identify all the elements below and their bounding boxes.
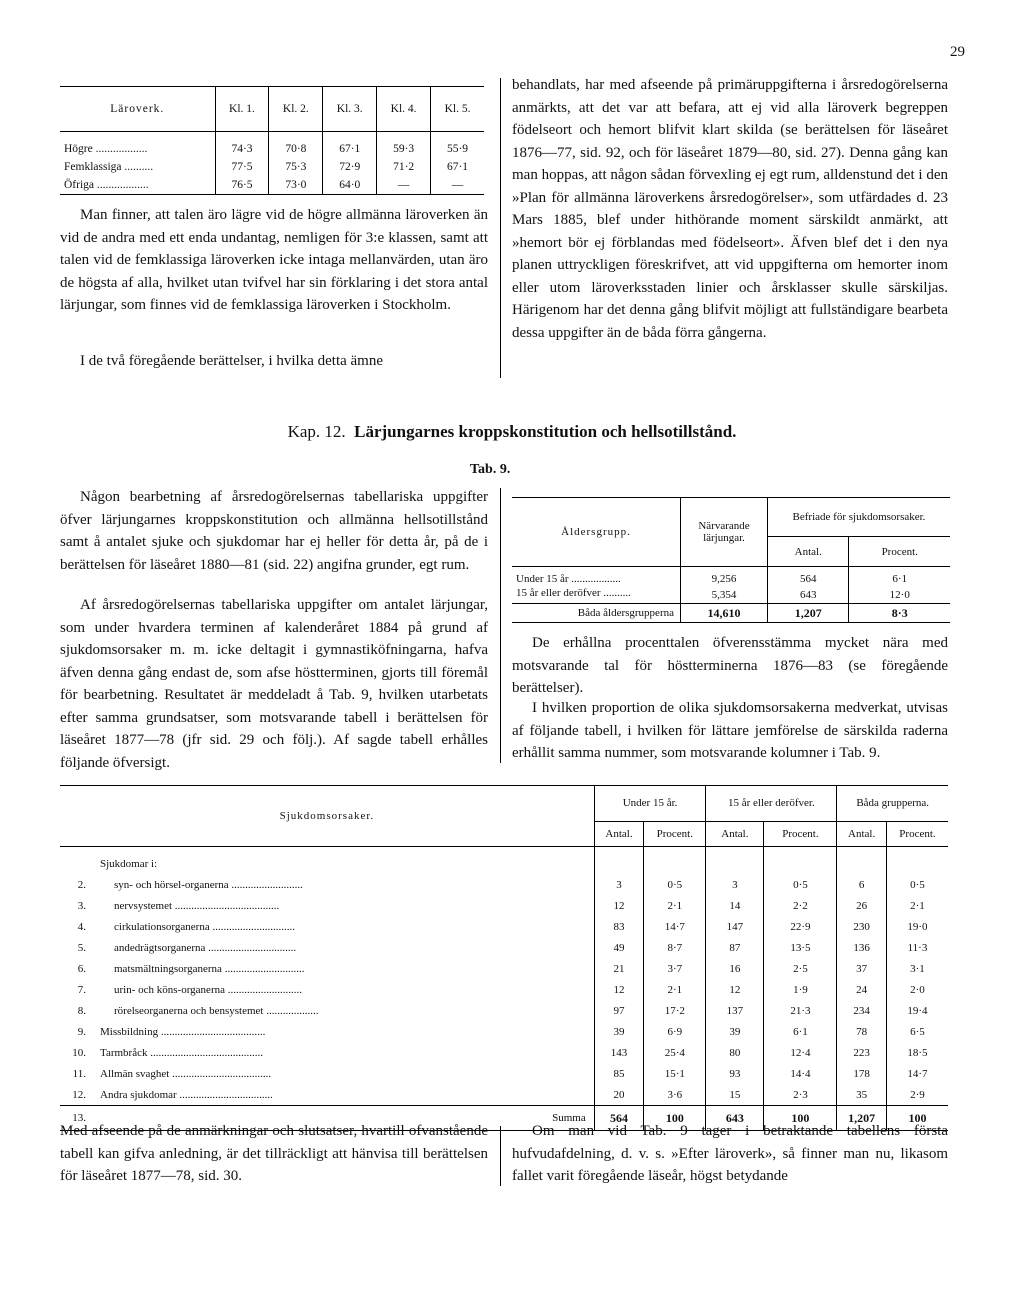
table-row — [512, 567, 950, 587]
t3-cell: 39 — [706, 1021, 764, 1042]
t1-cell: 75·3 — [269, 158, 323, 176]
t3-row-number: 13. — [60, 1106, 90, 1131]
paragraph-left-top-1: Man finner, att talen äro lägre vid de högre allmänna läroverken än vid de andra med ett enda undantag, nemligen för 3:e klassen, samt att talen vid de femklassiga läroverken icke intaga mellanvärden, utan äro de högsta af alla, hvilket utan tvifvel har sin förklaring i det stora antal lärjungar, som finnes vid de femklassiga läroverken i Stockholm. — [60, 207, 488, 313]
t3-cell: 0·5 — [764, 874, 837, 895]
t1-cell: 71·2 — [377, 158, 431, 176]
t2-cell: 5,354 — [681, 586, 768, 604]
paragraph-right-mid-1: De erhållna procenttalen öfverensstämma mycket nära med motsvarande tal för höstterminerna 1876—83 (se föregående berättelser). — [512, 635, 948, 696]
t3-cell: 2·3 — [764, 1084, 837, 1106]
t3-cell: 83 — [594, 916, 644, 937]
column-divider-top — [500, 78, 501, 378]
t3-header-bada: Båda grupperna. — [837, 786, 948, 822]
t3-cell: 20 — [594, 1084, 644, 1106]
t3-cell: 21 — [594, 958, 644, 979]
t3-header-over15: 15 år eller deröfver. — [706, 786, 837, 822]
t3-row-number: 6. — [77, 962, 86, 975]
t3-row-label: syn- och hörsel-organerna .......................... — [114, 878, 303, 891]
t3-cell: 78 — [837, 1021, 887, 1042]
t3-row-label: rörelseorganerna och bensystemet ................... — [114, 1004, 319, 1017]
t3-cell: 35 — [837, 1084, 887, 1106]
t3-cell: 3 — [594, 874, 644, 895]
t3-cell: 49 — [594, 937, 644, 958]
t3-row-number: 2. — [77, 878, 86, 891]
t3-row-label: cirkulationsorganerna .............................. — [114, 920, 295, 933]
chapter-title: Lärjungarnes kroppskonstitution och hellsotillstånd. — [354, 422, 737, 441]
t3-cell: 14 — [706, 895, 764, 916]
table-row — [60, 874, 948, 895]
t2-header-procent: Procent. — [849, 537, 950, 567]
t1-cell: 64·0 — [323, 176, 377, 195]
t2-total-cell: 8·3 — [849, 604, 950, 623]
t3-empty-cell — [644, 847, 706, 875]
t3-cell: 15 — [706, 1084, 764, 1106]
table-row — [60, 847, 948, 875]
t3-cell: 2·1 — [644, 895, 706, 916]
tab9-label: Tab. 9. — [470, 462, 511, 477]
t3-cell: 14·4 — [764, 1063, 837, 1084]
table-laroverk — [60, 86, 484, 195]
t1-cell: 73·0 — [269, 176, 323, 195]
table-row — [60, 937, 948, 958]
table-row — [60, 1000, 948, 1021]
t3-cell: 25·4 — [644, 1042, 706, 1063]
t2-total-label: Båda åldersgrupperna — [512, 604, 681, 623]
t3-cell: 6 — [837, 874, 887, 895]
t3-cell: 2·0 — [886, 979, 948, 1000]
table-row — [60, 958, 948, 979]
table-sjukdomsorsaker — [60, 785, 948, 1131]
t3-cell: 14·7 — [886, 1063, 948, 1084]
t3-cell: 97 — [594, 1000, 644, 1021]
t3-cell: 80 — [706, 1042, 764, 1063]
t1-cell: 55·9 — [431, 132, 484, 159]
t3-cell: 14·7 — [644, 916, 706, 937]
t3-row-number: 11. — [72, 1067, 86, 1080]
table-row — [60, 916, 948, 937]
table-row — [60, 1063, 948, 1084]
t3-row-number: 5. — [77, 941, 86, 954]
t3-header-antal: Antal. — [706, 821, 764, 846]
t2-header-alder: Åldersgrupp. — [512, 498, 681, 567]
t3-empty-cell — [60, 847, 90, 875]
t3-empty-cell — [886, 847, 948, 875]
t2-cell: 643 — [768, 586, 849, 604]
t1-cell: — — [431, 176, 484, 195]
table-row — [60, 1084, 948, 1106]
t3-header-procent: Procent. — [764, 821, 837, 846]
t3-cell: 230 — [837, 916, 887, 937]
t3-total-cell: 564 — [594, 1106, 644, 1131]
t3-cell: 8·7 — [644, 937, 706, 958]
t3-header-sjukdomsorsaker: Sjukdomsorsaker. — [60, 786, 594, 847]
paragraph-left-top-2: I de två föregående berättelser, i hvilka detta ämne — [80, 353, 384, 369]
t3-row-label: nervsystemet ...................................... — [114, 899, 280, 912]
table-row — [60, 132, 484, 159]
chapter-heading — [0, 422, 1024, 442]
t3-row-number: 3. — [77, 899, 86, 912]
t2-cell: 9,256 — [681, 567, 768, 587]
t3-cell: 11·3 — [886, 937, 948, 958]
t1-cell: 67·1 — [431, 158, 484, 176]
t1-cell: 72·9 — [323, 158, 377, 176]
paragraph-left-mid-1: Någon bearbetning af årsredogörelsernas tabellariska uppgifter öfver lärjungarnes kroppskonstitution och allmänna hellsotillstånd samt å antalet sjuke och sjukdomar har ej heller för detta år, på de i berättelsen för läseåret 1880—81 (sid. 22) angifna grunder, egt rum. — [60, 489, 488, 573]
paragraph-right-top-1: behandlats, har med afseende på primäruppgifterna i årsredogörelserna anmärkts, att det var att befara, att ej vid alla läroverk begreppen födelseort och hemort blifvit klart skilda (se berättelsen för läseåret 1876—77, sid. 92, och för läseåret 1879—80, sid. 27). Denna gång kan man hoppas, att någon sådan förvexling ej egt rum, alldenstund det i den »Plan för allmänna läroverkens årsredogörelser», som utfärdades d. 23 Mars 1885, blef under hithörande moment särskildt anmärkt, att »hemort bör ej förblandas med födelseort». Äfven blef det i den nya planen uttryckligen föreskrifvet, att vid uppgifterna om hemorter inom eller utom läroverksstaden linier och årsklasser skulle särskiljas. Härigenom har det denna gång blifvit möjligt att fullständigare bearbeta dessa uppgifter än de båda förra gångerna. — [512, 77, 948, 341]
t2-header-befriade: Befriade för sjukdomsorsaker. — [768, 498, 951, 537]
t1-header-kl1: Kl. 1. — [215, 87, 269, 132]
table-row — [512, 586, 950, 604]
t3-row-label: Missbildning ...................................... — [100, 1025, 266, 1038]
t3-cell: 15·1 — [644, 1063, 706, 1084]
t3-cell: 21·3 — [764, 1000, 837, 1021]
t3-cell: 2·9 — [886, 1084, 948, 1106]
t3-header-under15: Under 15 år. — [594, 786, 706, 822]
t1-cell: 67·1 — [323, 132, 377, 159]
table-row — [60, 176, 484, 195]
t3-cell: 2·1 — [886, 895, 948, 916]
t3-cell: 16 — [706, 958, 764, 979]
t3-cell: 12 — [706, 979, 764, 1000]
t3-cell: 137 — [706, 1000, 764, 1021]
t1-header-kl3: Kl. 3. — [323, 87, 377, 132]
t3-cell: 1·9 — [764, 979, 837, 1000]
t3-cell: 147 — [706, 916, 764, 937]
paragraph-right-mid-2: I hvilken proportion de olika sjukdomsorsakerna medverkat, utvisas af följande tabell, i hvilken för lättare jemförelse de särskilda raderna erhållit samma nummer, som motsvarande kolumner i Tab. 9. — [512, 700, 948, 761]
t3-row-number: 9. — [77, 1025, 86, 1038]
t3-cell: 12 — [594, 979, 644, 1000]
t3-empty-cell — [764, 847, 837, 875]
t1-cell: 77·5 — [215, 158, 269, 176]
paragraph-left-bottom-1: Med afseende på de anmärkningar och slutsatser, hvartill ofvanstående tabell kan gifva anledning, är det tillräckligt att hänvisa till berättelsen för läseåret 1877—78, sid. 30. — [60, 1123, 488, 1184]
table-aldersgrupp — [512, 497, 950, 623]
t2-cell: 12·0 — [849, 586, 950, 604]
t3-empty-cell — [706, 847, 764, 875]
t3-cell: 19·0 — [886, 916, 948, 937]
t1-header-kl2: Kl. 2. — [269, 87, 323, 132]
t3-row-number: 8. — [77, 1004, 86, 1017]
t2-cell: 6·1 — [849, 567, 950, 587]
t3-empty-cell — [837, 847, 887, 875]
t2-header-narvarande: Närvarande lärjungar. — [681, 498, 768, 567]
t2-total-cell: 1,207 — [768, 604, 849, 623]
t3-cell: 0·5 — [644, 874, 706, 895]
t2-cell: 15 år eller deröfver .......... — [516, 587, 631, 599]
t3-cell: 19·4 — [886, 1000, 948, 1021]
t3-cell: 136 — [837, 937, 887, 958]
t2-cell: Under 15 år .................. — [516, 573, 621, 585]
t3-cell: 3·7 — [644, 958, 706, 979]
t3-row-label: Allmän svaghet .................................... — [100, 1067, 272, 1080]
t3-total-label: Summa — [90, 1106, 594, 1131]
t3-cell: 12·4 — [764, 1042, 837, 1063]
t3-cell: 39 — [594, 1021, 644, 1042]
t3-empty-cell — [594, 847, 644, 875]
table-row — [60, 158, 484, 176]
t1-cell: Öfriga .................. — [60, 176, 215, 195]
t3-cell: 0·5 — [886, 874, 948, 895]
t3-row-label: andedrägtsorganerna ................................ — [114, 941, 297, 954]
t1-cell: Högre .................. — [64, 143, 148, 155]
t2-total-cell: 14,610 — [681, 604, 768, 623]
t3-cell: 178 — [837, 1063, 887, 1084]
t3-header-procent: Procent. — [886, 821, 948, 846]
t3-header-procent: Procent. — [644, 821, 706, 846]
t3-cell: 24 — [837, 979, 887, 1000]
column-divider-bottom — [500, 1126, 501, 1186]
t1-cell: 59·3 — [377, 132, 431, 159]
t3-cell: 2·2 — [764, 895, 837, 916]
t1-cell: — — [377, 176, 431, 195]
t2-header-antal: Antal. — [768, 537, 849, 567]
t3-cell: 6·5 — [886, 1021, 948, 1042]
t3-cell: 3 — [706, 874, 764, 895]
t3-cell: 2·5 — [764, 958, 837, 979]
t3-row-label: urin- och köns-organerna ........................... — [114, 983, 302, 996]
t3-group-label: Sjukdomar i: — [100, 857, 158, 870]
paragraph-left-mid-2: Af årsredogörelsernas tabellariska uppgifter om antalet lärjungar, som under hvardera terminen af kalenderåret 1884 på grund af sjukdomsorsaker m. m. icke deltagit i gymnastiköfningarna, hafva äfven denna gång endast de, som afse höstterminen, gjorts till föremål för bearbetning. Resultatet är meddeladt å Tab. 9, hvilken utarbetats efter samma grundsatser, som motsvarande tabell i berättelsen för läseåret 1877—78 (jfr sid. 29 och följ.). Af sagde tabell erhålles följande öfversigt. — [60, 597, 488, 771]
t3-cell: 223 — [837, 1042, 887, 1063]
t2-cell: 564 — [768, 567, 849, 587]
t3-row-number: 12. — [72, 1088, 86, 1101]
t1-header-laroverk: Läroverk. — [60, 87, 215, 132]
t3-cell: 3·1 — [886, 958, 948, 979]
t3-header-antal: Antal. — [837, 821, 887, 846]
table-row — [60, 979, 948, 1000]
t3-total-cell: 643 — [706, 1106, 764, 1131]
t3-cell: 234 — [837, 1000, 887, 1021]
t3-cell: 26 — [837, 895, 887, 916]
paragraph-right-bottom-1: Om man vid Tab. 9 tager i betraktande tabellens första hufvudafdelning, d. v. s. »Efter läroverk», så finner man nu, likasom fallet varit föregående läseår, högst betydande — [512, 1123, 948, 1184]
t3-cell: 6·1 — [764, 1021, 837, 1042]
t3-cell: 93 — [706, 1063, 764, 1084]
t3-cell: 17·2 — [644, 1000, 706, 1021]
t1-cell: 70·8 — [269, 132, 323, 159]
table-row — [60, 895, 948, 916]
table-row — [60, 1042, 948, 1063]
t3-cell: 22·9 — [764, 916, 837, 937]
t3-cell: 87 — [706, 937, 764, 958]
t3-row-number: 7. — [77, 983, 86, 996]
t3-cell: 18·5 — [886, 1042, 948, 1063]
t3-total-cell: 1,207 — [837, 1106, 887, 1131]
t3-total-cell: 100 — [644, 1106, 706, 1131]
page-number: 29 — [950, 44, 965, 60]
t3-cell: 143 — [594, 1042, 644, 1063]
t3-row-label: Andra sjukdomar .................................. — [100, 1088, 273, 1101]
t3-row-label: matsmältningsorganerna ............................. — [114, 962, 305, 975]
table-row — [60, 1021, 948, 1042]
t3-total-cell: 100 — [764, 1106, 837, 1131]
t3-cell: 2·1 — [644, 979, 706, 1000]
t1-cell: 76·5 — [215, 176, 269, 195]
t3-cell: 37 — [837, 958, 887, 979]
t3-cell: 6·9 — [644, 1021, 706, 1042]
t3-row-number: 10. — [72, 1046, 86, 1059]
t1-header-kl5: Kl. 5. — [431, 87, 484, 132]
t1-cell: Femklassiga .......... — [64, 161, 154, 173]
t3-cell: 3·6 — [644, 1084, 706, 1106]
t3-cell: 85 — [594, 1063, 644, 1084]
t1-cell: 74·3 — [215, 132, 269, 159]
t3-row-number: 4. — [77, 920, 86, 933]
column-divider-mid — [500, 488, 501, 763]
t3-cell: 13·5 — [764, 937, 837, 958]
t3-cell: 12 — [594, 895, 644, 916]
t1-header-kl4: Kl. 4. — [377, 87, 431, 132]
t3-header-antal: Antal. — [594, 821, 644, 846]
t3-row-label: Tarmbråck ......................................... — [100, 1046, 263, 1059]
t3-total-cell: 100 — [886, 1106, 948, 1131]
table-row — [512, 604, 950, 623]
chapter-number: Kap. 12. — [287, 422, 346, 441]
